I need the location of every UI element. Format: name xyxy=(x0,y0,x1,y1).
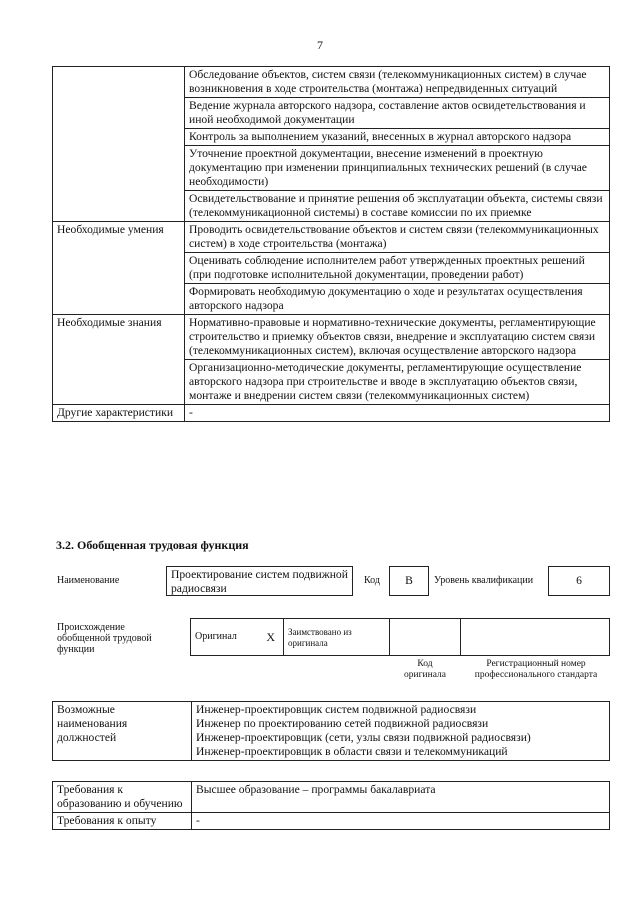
level-value: 6 xyxy=(548,566,610,596)
table-row xyxy=(53,146,610,191)
table-row xyxy=(53,405,610,422)
name-label: Наименование xyxy=(57,575,120,586)
row-label xyxy=(53,360,185,405)
positions-list xyxy=(192,702,610,761)
row-value: Ведение журнала авторского надзора, составление актов освидетельствования и иной необходимой документации xyxy=(185,98,610,129)
education-label: Требования к образованию и обучению xyxy=(53,782,192,813)
row-value: Обследование объектов, систем связи (телекоммуникационных систем) в случае возникновения в ходе строительства (монтажа) непредвиденных ситуаций xyxy=(185,67,610,98)
reg-number-cell xyxy=(460,618,610,656)
section-title: 3.2. Обобщенная трудовая функция xyxy=(56,538,249,552)
requirements-table xyxy=(52,781,610,830)
row-value: - xyxy=(185,405,610,422)
row-label xyxy=(53,129,185,146)
original-label: Оригинал xyxy=(195,631,237,642)
table-row xyxy=(53,315,610,360)
code-original-cell xyxy=(389,618,461,656)
row-label xyxy=(53,67,185,98)
education-value: Высшее образование – программы бакалавриата xyxy=(192,782,610,813)
code-label: Код xyxy=(364,575,380,586)
position-item: Инженер по проектированию сетей подвижной радиосвязи xyxy=(196,717,489,730)
original-cell xyxy=(190,618,284,656)
row-value: Освидетельствование и принятие решения об эксплуатации объекта, системы связи (телекоммуникационной системы) в составе комиссии по их приемке xyxy=(185,191,610,222)
original-mark: X xyxy=(266,630,275,644)
positions-label: Возможные наименования должностей xyxy=(53,702,192,761)
row-value: Проводить освидетельствование объектов и систем связи (телекоммуникационных систем) в ходе строительства (монтажа) xyxy=(185,222,610,253)
borrowed-cell: Заимствовано из оригинала xyxy=(283,618,390,656)
code-value: B xyxy=(389,566,429,596)
row-label xyxy=(53,284,185,315)
table-row xyxy=(53,253,610,284)
origin-label: Происхождение обобщенной трудовой функции xyxy=(57,622,152,655)
position-item: Инженер-проектировщик в области связи и телекоммуникаций xyxy=(196,745,508,758)
row-value: Контроль за выполнением указаний, внесенных в журнал авторского надзора xyxy=(185,129,610,146)
table-row xyxy=(53,129,610,146)
code-caption: Код оригинала xyxy=(404,659,446,680)
row-label xyxy=(53,98,185,129)
row-value: Уточнение проектной документации, внесение изменений в проектную документацию при изменении принципиальных технических решений (в случае необходимости) xyxy=(185,146,610,191)
experience-value: - xyxy=(192,813,610,830)
row-value: Организационно-методические документы, регламентирующие осуществление авторского надзора при строительстве и вводе в эксплуатацию объектов связи, монтаже и внедрении систем связи (телекоммуникационных систем) xyxy=(185,360,610,405)
table-row xyxy=(53,360,610,405)
table-row xyxy=(53,67,610,98)
experience-label: Требования к опыту xyxy=(53,813,192,830)
row-label: Другие характеристики xyxy=(53,405,185,422)
position-item: Инженер-проектировщик систем подвижной радиосвязи xyxy=(196,703,477,716)
position-item: Инженер-проектировщик (сети, узлы связи подвижной радиосвязи) xyxy=(196,731,531,744)
table-row xyxy=(53,284,610,315)
row-label: Необходимые умения xyxy=(53,222,185,253)
row-label xyxy=(53,146,185,191)
table-row xyxy=(53,222,610,253)
name-value: Проектирование систем подвижной радиосвязи xyxy=(166,566,353,596)
level-label: Уровень квалификации xyxy=(434,575,534,586)
row-value: Оценивать соблюдение исполнителем работ утвержденных проектных решений (при подготовке исполнительной документации, проведении работ) xyxy=(185,253,610,284)
row-label xyxy=(53,191,185,222)
row-label xyxy=(53,253,185,284)
table-row xyxy=(53,191,610,222)
row-label: Необходимые знания xyxy=(53,315,185,360)
table-row xyxy=(53,98,610,129)
page-number: 7 xyxy=(317,38,323,52)
row-value: Формировать необходимую документацию о ходе и результатах осуществления авторского надзора xyxy=(185,284,610,315)
positions-table xyxy=(52,701,610,761)
reg-caption: Регистрационный номер профессионального стандарта xyxy=(474,659,598,680)
labor-function-table xyxy=(52,66,610,422)
row-value: Нормативно-правовые и нормативно-технические документы, регламентирующие строительство и приемку объектов связи, внедрение и эксплуатацию систем связи (телекоммуникационных систем), включая осуществление авторского надзора xyxy=(185,315,610,360)
